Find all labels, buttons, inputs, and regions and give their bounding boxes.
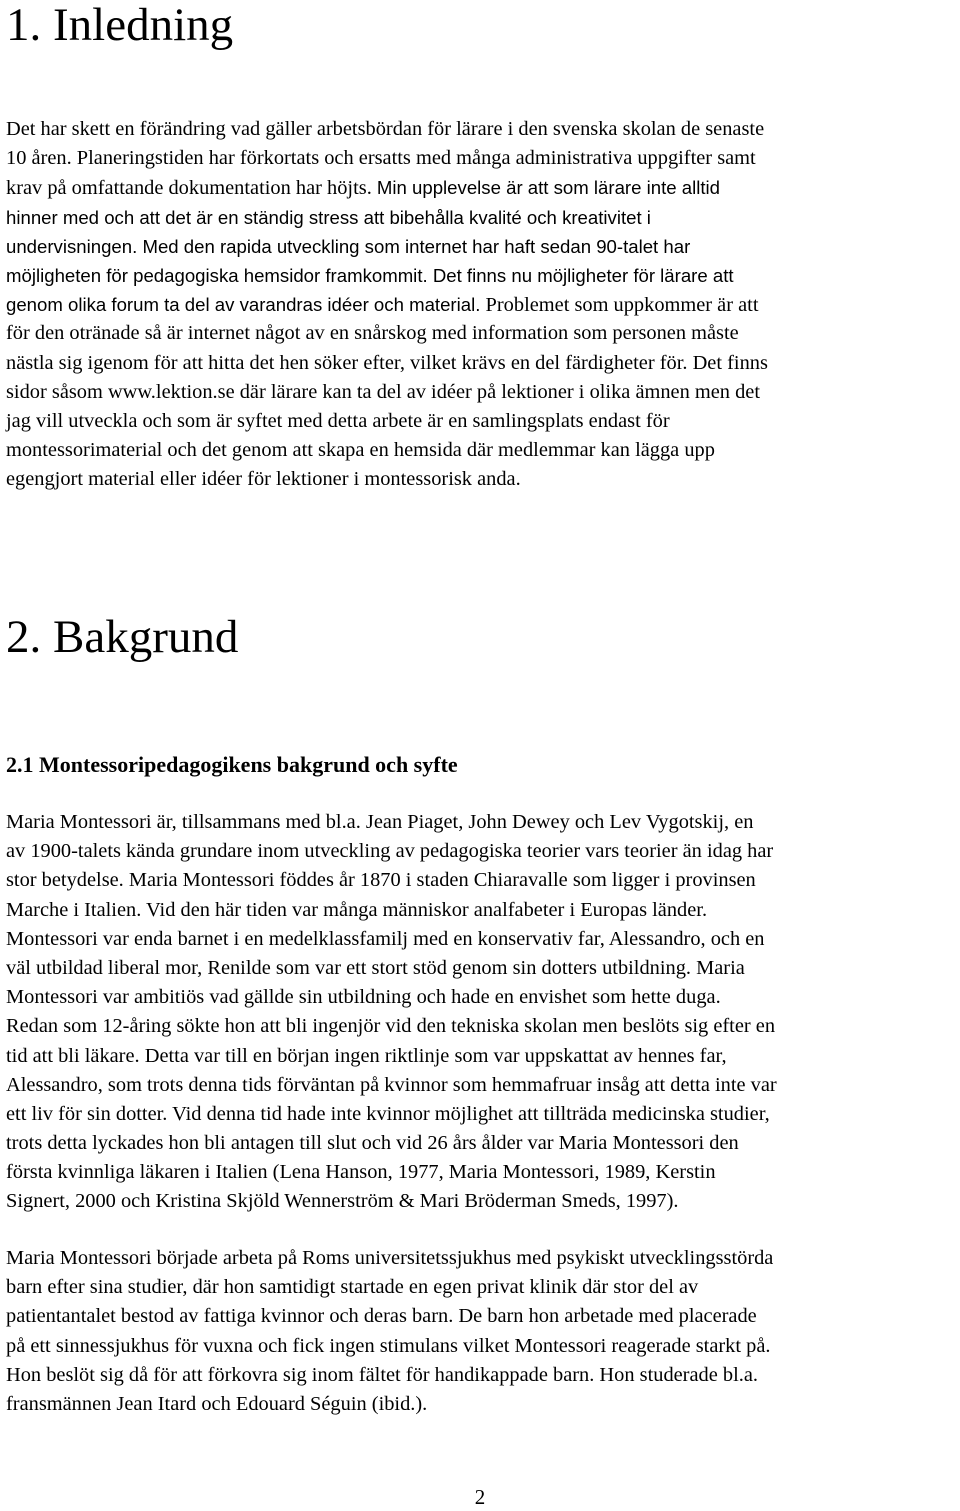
text-line: nästla sig igenom för att hitta det hen söker efter, vilket krävs en del färdigheter för. Det finns <box>6 351 768 374</box>
text-line: stor betydelse. Maria Montessori föddes år 1870 i staden Chiaravalle som ligger i provinsen <box>6 869 756 892</box>
text-line <box>6 290 958 319</box>
text-line: väl utbildad liberal mor, Renilde som var ett stort stöd genom sin dotters utbildning. Maria <box>6 956 745 979</box>
text-line: på ett sinnessjukhus för vuxna och fick ingen stimulans vilket Montessori reagerade starkt på. <box>6 1334 771 1357</box>
text-line: trots detta lyckades hon bli antagen till slut och vid 26 års ålder var Maria Montessori den <box>6 1132 739 1155</box>
text-run: Problemet som uppkommer är att <box>485 294 759 317</box>
text-line: fransmännen Jean Itard och Edouard Séguin (ibid.). <box>6 1392 428 1415</box>
text-line: hinner med och att det är en ständig stress att bibehålla kvalité och kreativitet i <box>6 206 651 228</box>
text-line: Marche i Italien. Vid den här tiden var många människor analfabeter i Europas länder. <box>6 898 708 921</box>
text-line: patientantalet bestod av fattiga kvinnor och deras barn. De barn hon arbetade med placerade <box>6 1305 757 1328</box>
text-line: Maria Montessori är, tillsammans med bl.a. Jean Piaget, John Dewey och Lev Vygotskij, en <box>6 811 754 833</box>
text-line: Hon beslöt sig då för att förkovra sig inom fältet för handikappade barn. Hon studerade bl.a. <box>6 1363 758 1386</box>
text-line: egengjort material eller idéer för lektioner i montessorisk anda. <box>6 468 521 491</box>
text-line: Det har skett en förändring vad gäller arbetsbördan för lärare i den svenska skolan de senaste <box>6 118 765 140</box>
text-line: jag vill utveckla och som är syftet med detta arbete är en samlingsplats endast för <box>6 409 670 432</box>
text-line: Signert, 2000 och Kristina Skjöld Wennerström & Mari Bröderman Smeds, 1997). <box>6 1190 679 1213</box>
text-run: möjligheten för pedagogiska hemsidor framkommit. <box>6 264 433 286</box>
text-line: ett liv för sin dotter. Vid denna tid hade inte kvinnor möjlighet att tillträda medicinska studier, <box>6 1102 770 1125</box>
text-run: undervisningen. <box>6 235 143 257</box>
paragraph-montessori-background <box>6 808 958 1217</box>
text-run: krav på omfattande dokumentation har höjts. <box>6 177 377 200</box>
text-line <box>6 173 958 202</box>
text-line: Montessori var enda barnet i en medelklassfamilj med en konservativ far, Alessandro, och en <box>6 927 765 950</box>
page-number: 2 <box>474 1485 486 1509</box>
text-line: Alessandro, som trots denna tids förväntan på kvinnor som hemmafruar insåg att detta inte var <box>6 1073 777 1096</box>
text-line: 10 åren. Planeringstiden har förkortats och ersatts med många administrativa uppgifter samt <box>6 147 756 170</box>
text-line: första kvinnliga läkaren i Italien (Lena Hanson, 1977, Maria Montessori, 1989, Kerstin <box>6 1161 716 1184</box>
text-line: sidor såsom www.lektion.se där lärare kan ta del av idéer på lektioner i olika ämnen men det <box>6 380 761 403</box>
paragraph-montessori-career <box>6 1244 958 1419</box>
text-run: Min upplevelse är att som lärare inte alltid <box>376 177 721 199</box>
section-heading-bakgrund: 2. Bakgrund <box>6 611 239 663</box>
section-heading-inledning: 1. Inledning <box>6 0 234 51</box>
text-line <box>6 232 958 261</box>
paragraph-inledning <box>6 115 958 494</box>
text-line: av 1900-talets kända grundare inom utveckling av pedagogiska teorier vars teorier än idag har <box>6 840 774 863</box>
text-line: montessorimaterial och det genom att skapa en hemsida där medlemmar kan lägga upp <box>6 439 715 462</box>
text-line: Montessori var ambitiös vad gällde sin utbildning och hade en envishet som hette duga. <box>6 986 721 1009</box>
text-run: Med den rapida utveckling som internet har haft sedan 90-talet har <box>142 235 691 257</box>
text-line: för den otränade så är internet något av en snårskog med information som personen måste <box>6 322 739 345</box>
text-line: Redan som 12-åring sökte hon att bli ingenjör vid den tekniska skolan men beslöts sig efter en <box>6 1015 776 1038</box>
text-line: barn efter sina studier, där hon samtidigt startade en egen privat klinik där stor del av <box>6 1276 699 1299</box>
text-line: Maria Montessori började arbeta på Roms universitetssjukhus med psykiskt utvecklingsstörda <box>6 1247 774 1269</box>
text-run: genom olika forum ta del av varandras idéer och material. <box>6 294 486 316</box>
text-run: Det finns nu möjligheter för lärare att <box>432 264 734 286</box>
text-line <box>6 261 958 290</box>
text-line: tid att bli läkare. Detta var till en början ingen riktlinje som var uppskattat av hennes far, <box>6 1044 727 1067</box>
subsection-heading-montessori: 2.1 Montessoripedagogikens bakgrund och syfte <box>6 752 458 777</box>
